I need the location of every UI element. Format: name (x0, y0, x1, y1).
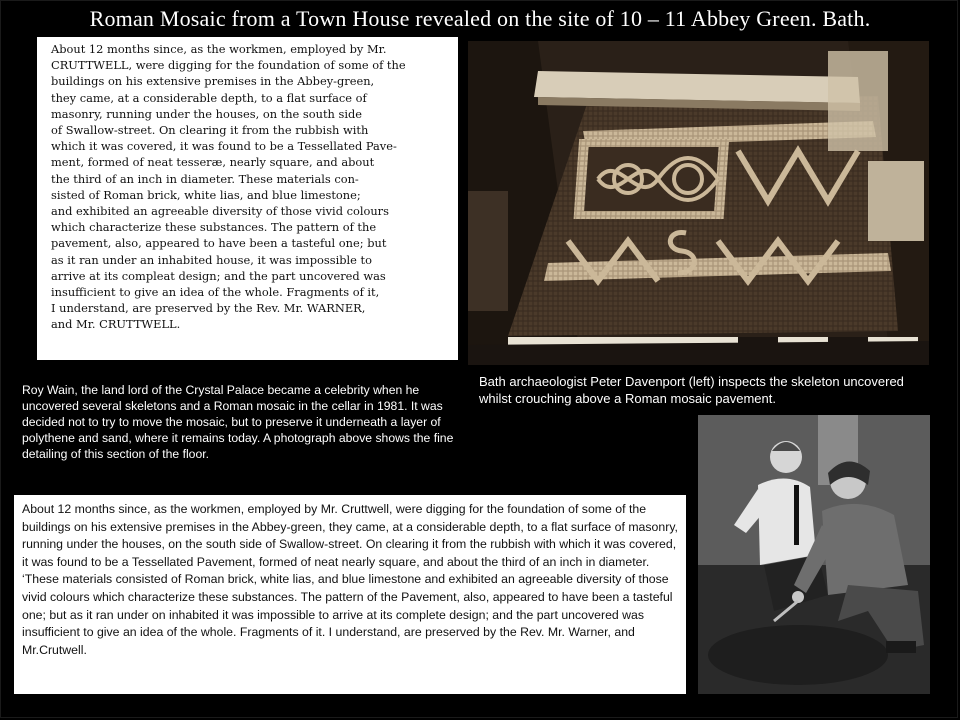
clipping-line: which characterize these substances. The pattern of the (51, 220, 377, 235)
clipping-line: as it ran under an inhabited house, it was impossible to (51, 252, 372, 267)
mosaic-photo-caption: Bath archaeologist Peter Davenport (left) inspects the skeleton uncovered whilst crouching above a Roman mosaic pavement. (479, 374, 904, 406)
clipping-line: CRUTTWELL, were digging for the foundation of some of the (51, 58, 406, 73)
clipping-line: ment, formed of neat tesseræ, nearly square, and about (51, 155, 375, 170)
clipping-line: buildings on his extensive premises in the Abbey-green, (51, 74, 375, 89)
clipping-transcript: About 12 months since, as the workmen, employed by Mr. Cruttwell, were digging for the foundation of some of the buildings on his extensive premises in the Abbey-green, they came, at a considerable depth, to a flat surface of masonry, running under the houses, on the south side of Swallow-street. On clearing it from the rubbish with which it was covered, it was found to be a Tessellated Pavement, formed of neat nearly square, and about the third of an inch in diameter. ‘These materials consisted of Roman brick, white lias, and blue limestone and exhibited an agreeable diversity of those vivid colours which characterize these substances. The pattern of the Pavement, also, appeared to have been a tasteful one; but as it ran under on inhabited it was impossible to arrive at its complete design; and the part uncovered was insufficient to give an idea of the whole. Fragments of it. I understand, are preserved by the Rev. Mr. Warner, and Mr.Crutwell. (14, 495, 686, 694)
clipping-line: insufficient to give an idea of the whole. Fragments of it, (51, 285, 380, 300)
clipping-line: arrive at its compleat design; and the part uncovered was (51, 268, 386, 283)
clipping-line: the third of an inch in diameter. These materials con- (51, 171, 359, 186)
clipping-line: About 12 months since, as the workmen, employed by Mr. (51, 42, 387, 56)
clipping-line: of Swallow-street. On clearing it from the rubbish with (51, 123, 369, 138)
newspaper-clipping (37, 37, 458, 360)
mosaic-photo (468, 41, 929, 365)
clipping-line: pavement, also, appeared to have been a tasteful one; but (51, 236, 387, 251)
clipping-line: sisted of Roman brick, white lias, and blue limestone; (51, 187, 361, 202)
discovery-caption: Roy Wain, the land lord of the Crystal Palace became a celebrity when he uncovered several skeletons and a Roman mosaic in the cellar in 1981. It was decided not to try to move the mosaic, but to preserve it underneath a layer of polythene and sand, where it remains today. A photograph above shows the fine detailing of this section of the floor. (22, 383, 454, 461)
clipping-line: masonry, running under the houses, on the south side (51, 106, 363, 121)
clipping-line: and Mr. CRUTTWELL. (51, 317, 181, 332)
clipping-line: which it was covered, it was found to be a Tessellated Pave- (51, 139, 397, 154)
slide-title: Roman Mosaic from a Town House revealed on the site of 10 – 11 Abbey Green. Bath. (89, 6, 871, 31)
clipping-line: and exhibited an agreeable diversity of those vivid colours (51, 204, 389, 219)
clipping-line: I understand, are preserved by the Rev. Mr. WARNER, (51, 301, 366, 316)
archaeologists-photo (698, 415, 930, 694)
clipping-line: they came, at a considerable depth, to a flat surface of (51, 90, 367, 105)
